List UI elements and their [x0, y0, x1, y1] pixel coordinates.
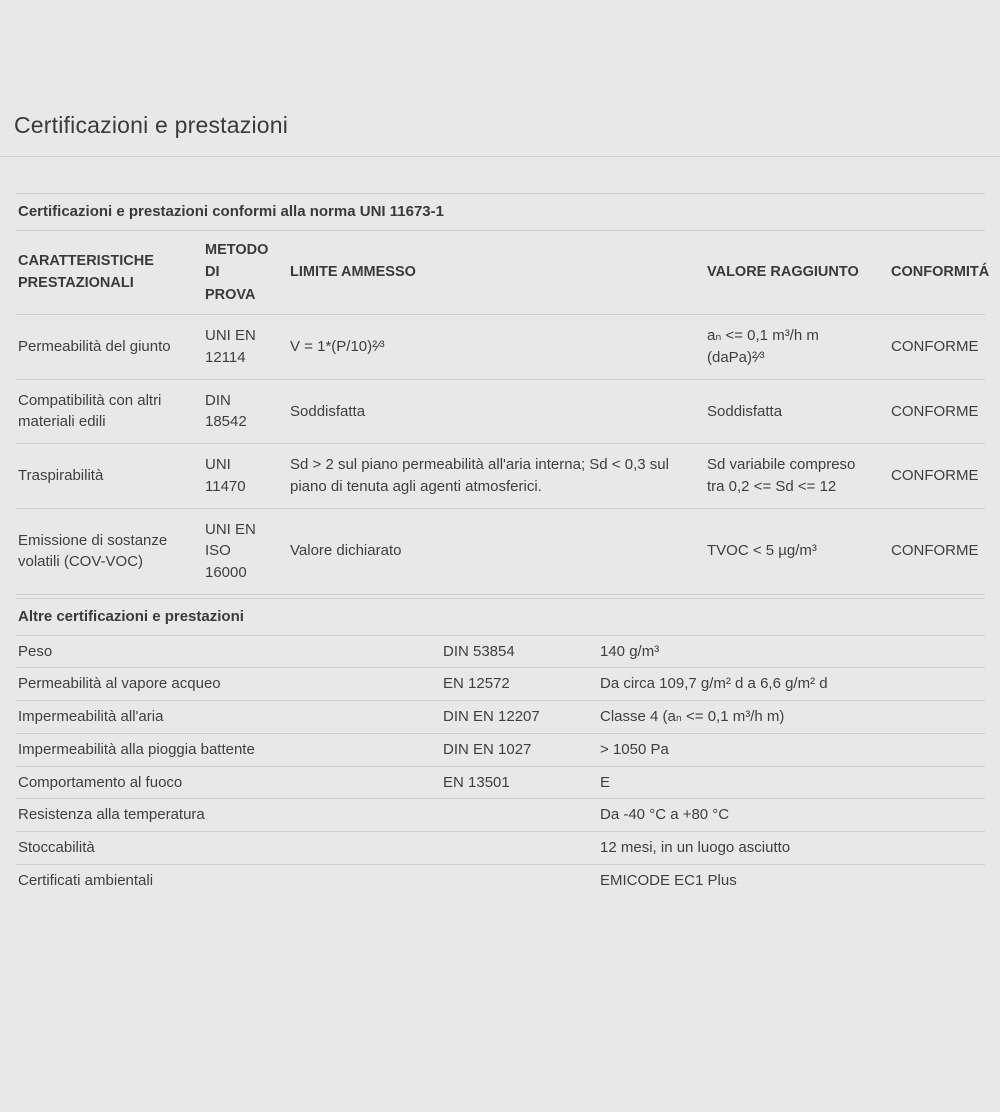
cell-limite: V = 1*(P/10)²⁄³ [290, 315, 707, 380]
cell-valore: 12 mesi, in un luogo asciutto [600, 832, 985, 865]
column-header-row [16, 230, 985, 314]
table-section-header-row [16, 598, 985, 635]
col-header-caratteristiche: CARATTERISTICHE PRESTAZIONALI [16, 230, 205, 314]
cell-metodo [443, 832, 600, 865]
cell-valore: Soddisfatta [707, 379, 891, 444]
cell-metodo [443, 864, 600, 896]
cell-nome: Certificati ambientali [16, 864, 443, 896]
table-row [16, 668, 985, 701]
cell-valore: 140 g/m³ [600, 635, 985, 668]
cell-valore: Classe 4 (aₙ <= 0,1 m³/h m) [600, 701, 985, 734]
title-divider [0, 156, 1000, 157]
col-header-conformita: CONFORMITÁ [891, 230, 985, 314]
col-header-limite: LIMITE AMMESSO [290, 230, 707, 314]
table-row [16, 315, 985, 380]
cell-conformita: CONFORME [891, 315, 985, 380]
cell-metodo: UNI EN 12114 [205, 315, 290, 380]
cell-metodo: DIN EN 1027 [443, 733, 600, 766]
section-title-uni-11673: Certificazioni e prestazioni conformi alla norma UNI 11673-1 [16, 194, 985, 231]
cell-valore: > 1050 Pa [600, 733, 985, 766]
cell-metodo: DIN EN 12207 [443, 701, 600, 734]
cell-nome: Resistenza alla temperatura [16, 799, 443, 832]
cell-limite: Sd > 2 sul piano permeabilità all'aria interna; Sd < 0,3 sul piano di tenuta agli agenti atmosferici. [290, 444, 707, 509]
table-row [16, 864, 985, 896]
cell-metodo: UNI EN ISO 16000 [205, 508, 290, 594]
cell-conformita: CONFORME [891, 508, 985, 594]
cell-caratteristica: Traspirabilità [16, 444, 205, 509]
table-row [16, 379, 985, 444]
cell-metodo: DIN 18542 [205, 379, 290, 444]
cell-caratteristica: Permeabilità del giunto [16, 315, 205, 380]
cell-nome: Comportamento al fuoco [16, 766, 443, 799]
cell-nome: Impermeabilità alla pioggia battente [16, 733, 443, 766]
cell-caratteristica: Emissione di sostanze volatili (COV-VOC) [16, 508, 205, 594]
cell-caratteristica: Compatibilità con altri materiali edili [16, 379, 205, 444]
table-section-header-row [16, 194, 985, 231]
cell-metodo: EN 13501 [443, 766, 600, 799]
cell-metodo: DIN 53854 [443, 635, 600, 668]
cell-valore: aₙ <= 0,1 m³/h m (daPa)²⁄³ [707, 315, 891, 380]
col-header-valore: VALORE RAGGIUNTO [707, 230, 891, 314]
cell-nome: Peso [16, 635, 443, 668]
cell-metodo: EN 12572 [443, 668, 600, 701]
cell-valore: Sd variabile compreso tra 0,2 <= Sd <= 12 [707, 444, 891, 509]
certifications-content [16, 193, 990, 897]
cell-nome: Impermeabilità all'aria [16, 701, 443, 734]
table-row [16, 733, 985, 766]
cell-valore: Da circa 109,7 g/m² d a 6,6 g/m² d [600, 668, 985, 701]
table-row [16, 799, 985, 832]
cell-conformita: CONFORME [891, 379, 985, 444]
uni-11673-certifications-table [16, 193, 990, 595]
section-title-altre: Altre certificazioni e prestazioni [16, 598, 985, 635]
cell-valore: EMICODE EC1 Plus [600, 864, 985, 896]
table-row [16, 508, 985, 594]
other-certifications-table [16, 598, 985, 897]
cell-metodo: UNI 11470 [205, 444, 290, 509]
table-row [16, 444, 985, 509]
cell-nome: Permeabilità al vapore acqueo [16, 668, 443, 701]
table-row [16, 701, 985, 734]
cell-limite: Soddisfatta [290, 379, 707, 444]
table-row [16, 832, 985, 865]
cell-valore: TVOC < 5 µg/m³ [707, 508, 891, 594]
cell-conformita: CONFORME [891, 444, 985, 509]
page-title: Certificazioni e prestazioni [14, 112, 289, 138]
table-row [16, 635, 985, 668]
cell-limite: Valore dichiarato [290, 508, 707, 594]
cell-nome: Stoccabilità [16, 832, 443, 865]
table-row [16, 766, 985, 799]
cell-metodo [443, 799, 600, 832]
cell-valore: Da -40 °C a +80 °C [600, 799, 985, 832]
cell-valore: E [600, 766, 985, 799]
col-header-metodo: METODO DI PROVA [205, 230, 290, 314]
